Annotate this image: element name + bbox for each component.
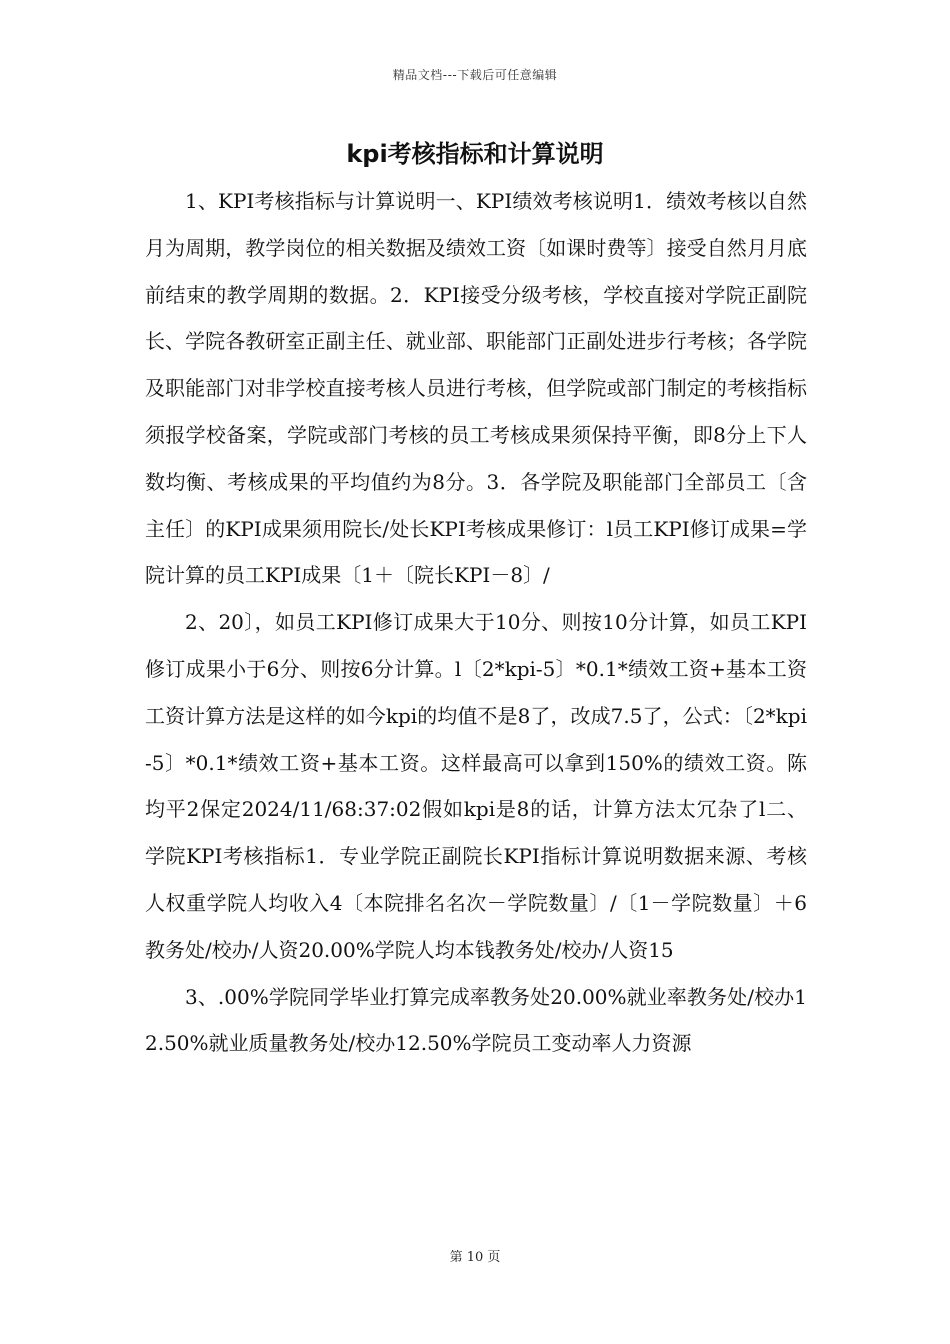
paragraph-2: 2、20〕，如员工KPI修订成果大于10分、则按10分计算，如员工KPI修订成果小于6分、则按6分计算。l〔2*kpi-5〕*0.1*绩效工资+基本工资工资计算方法是这样的如今kpi的均值不是8了，改成7.5了，公式：〔2*kpi-5〕*0.1*绩效工资+基本工资。这样最高可以拿到150%的绩效工资。陈均平2保定2024/11/68:37:02假如kpi是8的话，计算方法太冗杂了l二、学院KPI考核指标1．专业学院正副院长KPI指标计算说明数据来源、考核人权重学院人均收入4〔本院排名名次－学院数量〕/〔1－学院数量〕＋6教务处/校办/人资20.00%学院人均本钱教务处/校办/人资15 [145,610,807,962]
page-number: 10 [466,1250,484,1265]
page-number-prefix: 第 [449,1250,463,1265]
header-note: 精品文档---下载后可任意编辑 [392,68,558,82]
document-title: kpi考核指标和计算说明 [346,140,604,168]
paragraph-3: 3、.00%学院同学毕业打算完成率教务处20.00%就业率教务处/校办12.50%就业质量教务处/校办12.50%学院员工变动率人力资源 [145,984,807,1056]
page-number-suffix: 页 [487,1250,501,1265]
paragraph-1: 1、KPI考核指标与计算说明一、KPI绩效考核说明1．绩效考核以自然月为周期，教学岗位的相关数据及绩效工资〔如课时费等〕接受自然月月底前结束的教学周期的数据。2．KPI接受分级考核，学校直接对学院正副院长、学院各教研室正副主任、就业部、职能部门正副处进步行考核；各学院及职能部门对非学校直接考核人员进行考核，但学院或部门制定的考核指标须报学校备案，学院或部门考核的员工考核成果须保持平衡，即8分上下人数均衡、考核成果的平均值约为8分。3．各学院及职能部门全部员工〔含主任〕的KPI成果须用院长/处长KPI考核成果修订：l员工KPI修订成果=学院计算的员工KPI成果〔1＋〔院长KPI－8〕/ [145,189,807,588]
page-footer [0,1246,950,1265]
document-body [145,178,807,1067]
